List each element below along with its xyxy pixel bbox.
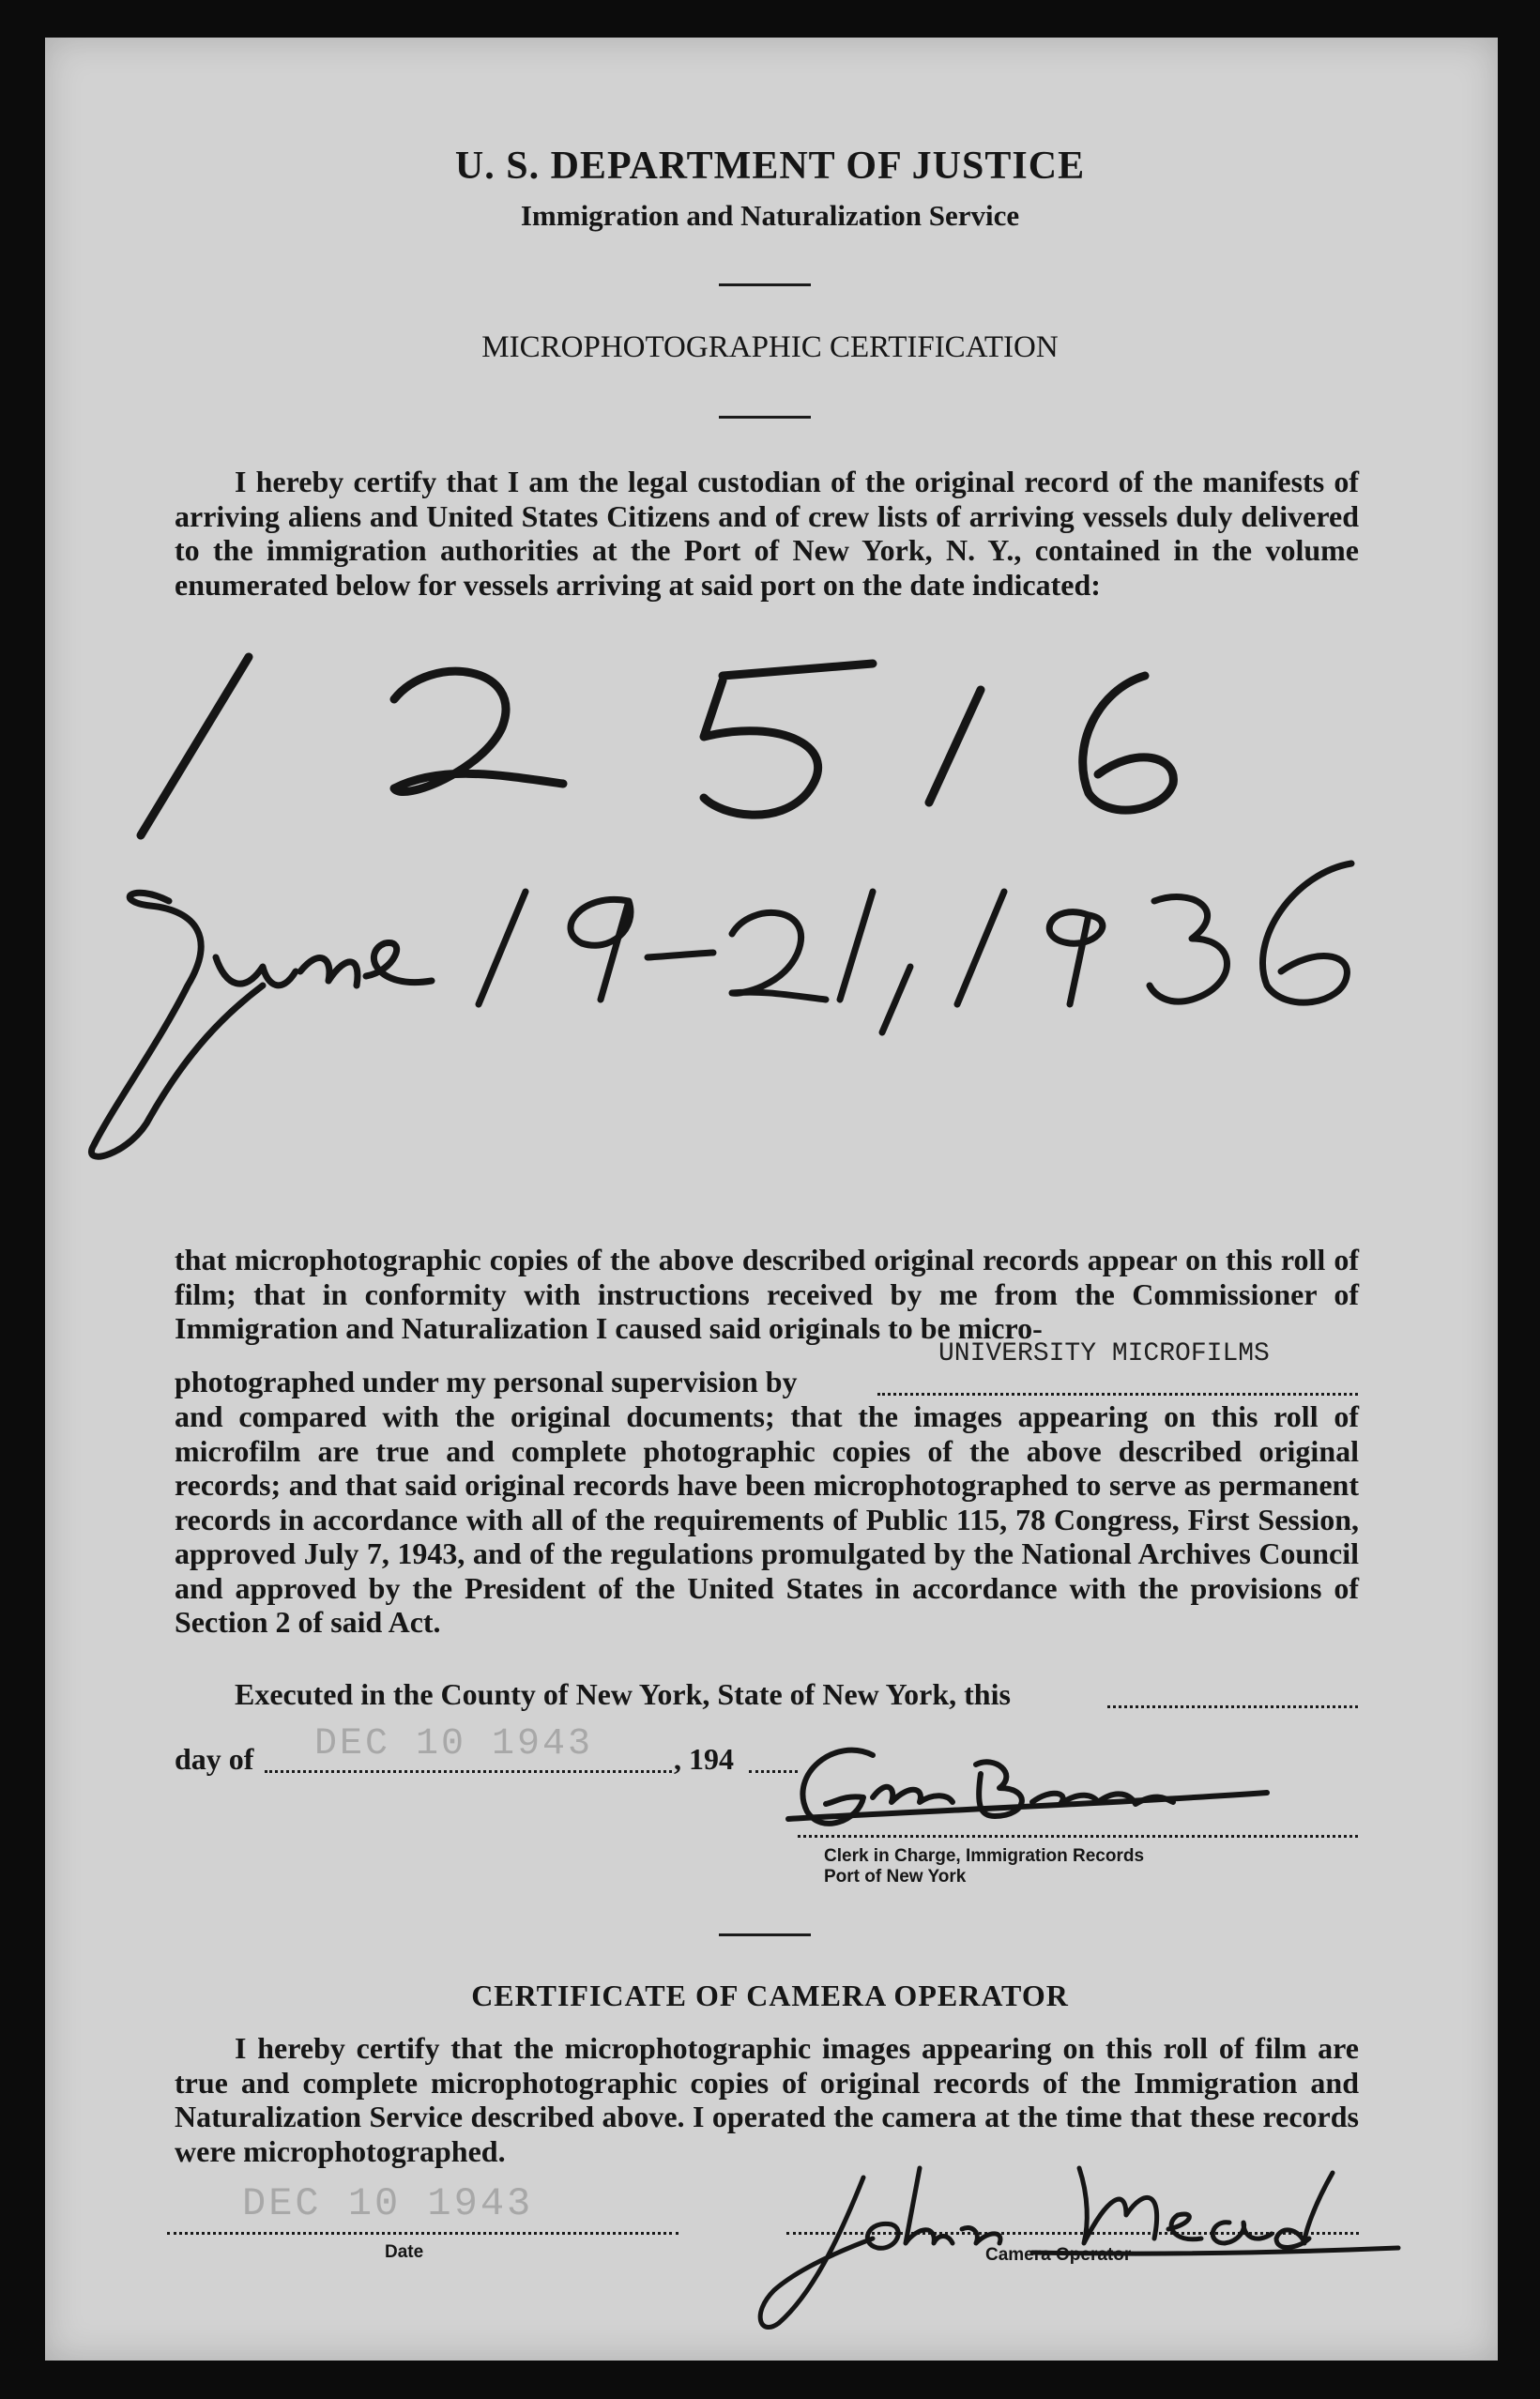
month-blank (265, 1770, 672, 1773)
divider (719, 283, 811, 286)
certification-paragraph-final: and compared with the original documents; that the images appearing on this roll of microfilm are true and complete photographic copies of the above described original records; and that said original records have been microphotographed to serve as permanent records in accordance with all of the requirements of Public 115, 78 Congress, First Session, approved July 7, 1943, and of the regulations promulgated by the National Archives Council and approved by the President of the United States in accordance with the provisions of Section 2 of said Act. (175, 1399, 1359, 1639)
service-subheading: Immigration and Naturalization Service (520, 199, 1020, 232)
clerk-signature (770, 1736, 1295, 1844)
executed-day-blank (1107, 1705, 1358, 1708)
divider (719, 416, 811, 419)
operator-date-stamp: DEC 10 1943 (242, 2181, 534, 2226)
camera-operator-signature (751, 2149, 1408, 2342)
handwritten-date (75, 835, 1436, 1178)
clerk-signature-line (798, 1835, 1358, 1838)
camera-operator-paragraph: I hereby certify that the microphotographic images appearing on this roll of film are true and complete microphotographic copies of original records of the Immigration and Naturalization Service described above. I operated the camera at the time that these records were microphotographed. (175, 2031, 1359, 2168)
certification-paragraph-continued: that microphotographic copies of the above described original records appear on this roll of film; that in conformity with instructions received by me from the Commissioner of Immigration and Naturalization I caused said originals to be micro- (175, 1243, 1359, 1345)
camera-operator-caption: Camera Operator (985, 2245, 1132, 2265)
divider (719, 1933, 811, 1936)
date-stamp: DEC 10 1943 (314, 1723, 594, 1765)
certification-title: MICROPHOTOGRAPHIC CERTIFICATION (481, 330, 1059, 364)
certification-paragraph: I hereby certify that I am the legal custodian of the original record of the manifests of arriving aliens and United States Citizens and of crew lists of arriving vessels duly delivered to the immigration authorities at the Port of New York, N. Y., contained in the volume enumerated below for vessels arriving at said port on the date indicated: (175, 465, 1359, 602)
clerk-port: Port of New York (824, 1867, 967, 1887)
day-of-label: day of (175, 1742, 254, 1776)
photographer-blank (877, 1393, 1358, 1396)
clerk-title: Clerk in Charge, Immigration Records (824, 1846, 1145, 1866)
photographed-by-label: photographed under my personal supervision by (175, 1365, 798, 1398)
executed-line: Executed in the County of New York, State of New York, this (235, 1677, 1011, 1711)
date-caption: Date (385, 2242, 424, 2262)
department-heading: U. S. DEPARTMENT OF JUSTICE (454, 145, 1086, 188)
year-prefix: , 194 (674, 1742, 734, 1776)
camera-operator-title: CERTIFICATE OF CAMERA OPERATOR (471, 1979, 1069, 2012)
handwritten-volume-number (122, 624, 1304, 863)
typed-company-name: UNIVERSITY MICROFILMS (938, 1339, 1270, 1368)
date-blank (167, 2232, 679, 2235)
